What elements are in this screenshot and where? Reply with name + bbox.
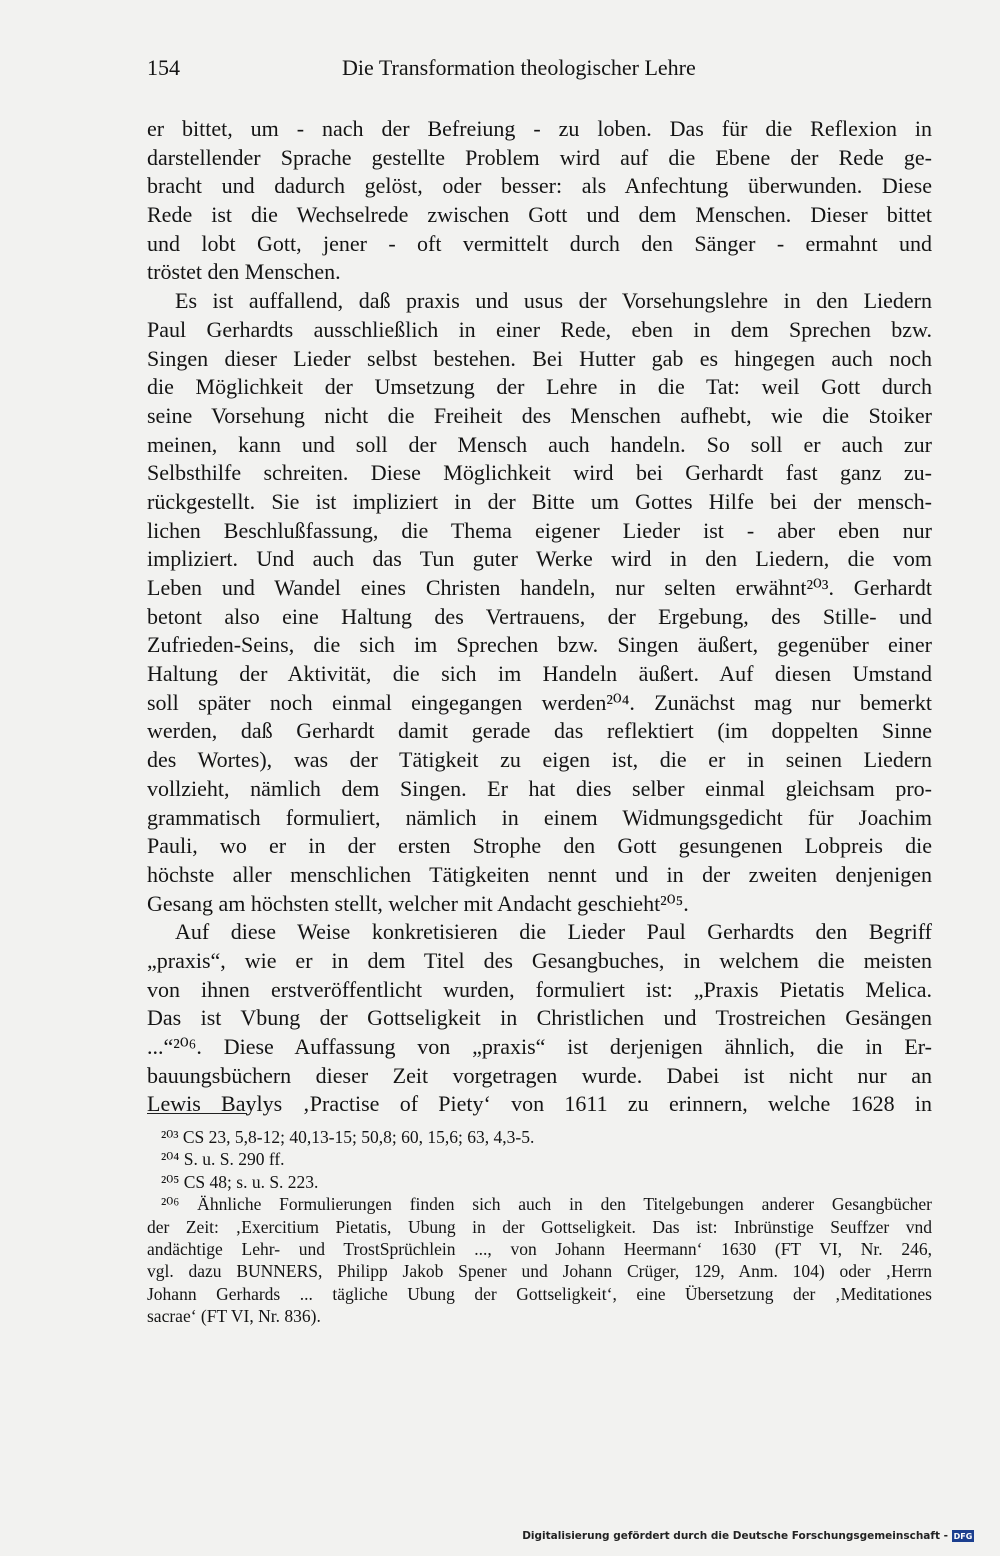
body-line: Das ist Vbung der Gottseligkeit in Christlichen und Trostreichen Gesängen — [147, 1005, 932, 1031]
footnote-line: ²⁰⁶ Ähnliche Formulierungen finden sich auch in den Titelgebungen anderer Gesangbücher — [161, 1194, 932, 1215]
running-title: Die Transformation theologischer Lehre — [342, 55, 696, 80]
footnote-line: sacrae‘ (FT VI, Nr. 836). — [147, 1306, 321, 1327]
body-line: bracht und dadurch gelöst, oder besser: als Anfechtung überwunden. Diese — [147, 173, 932, 199]
footnote-line: ²⁰³ CS 23, 5,8-12; 40,13-15; 50,8; 60, 15,6; 63, 4,3-5. — [161, 1127, 535, 1147]
body-line: darstellender Sprache gestellte Problem wird auf die Ebene der Rede ge- — [147, 144, 932, 170]
footnotes — [147, 1126, 932, 1328]
body-line: höchste aller menschlichen Tätigkeiten nennt und in der zweiten denjenigen — [147, 861, 932, 887]
page-header — [147, 55, 932, 89]
body-line: soll später noch einmal eingegangen werden²⁰⁴. Zunächst mag nur bemerkt — [147, 689, 932, 715]
body-line: „praxis“, wie er in dem Titel des Gesangbuches, in welchem die meisten — [147, 947, 932, 973]
body-line: rückgestellt. Sie ist impliziert in der Bitte um Gottes Hilfe bei der mensch- — [147, 488, 932, 514]
body-line: lichen Beschlußfassung, die Thema eigener Lieder ist - aber eben nur — [147, 517, 932, 543]
body-line: tröstet den Menschen. — [147, 259, 341, 285]
credit-text: Digitalisierung gefördert durch die Deutsche Forschungsgemeinschaft - — [522, 1530, 948, 1542]
body-line: werden, daß Gerhardt damit gerade das reflektiert (im doppelten Sinne — [147, 718, 932, 744]
body-line: von ihnen erstveröffentlicht wurden, formuliert ist: „Praxis Pietatis Melica. — [147, 976, 932, 1002]
body-line: Auf diese Weise konkretisieren die Lieder Paul Gerhardts den Begriff — [175, 919, 932, 945]
body-line: Selbsthilfe schreiten. Diese Möglichkeit wird bei Gerhardt fast ganz zu- — [147, 460, 932, 486]
body-line: Gesang am höchsten stellt, welcher mit Andacht geschieht²⁰⁵. — [147, 890, 689, 916]
dfg-logo-label: DFG — [953, 1532, 973, 1541]
body-line: Leben und Wandel eines Christen handeln, nur selten erwähnt²⁰³. Gerhardt — [147, 575, 932, 600]
body-line: betont also eine Haltung des Vertrauens, der Ergebung, des Stille- und — [147, 603, 932, 629]
footnote-line: ²⁰⁵ CS 48; s. u. S. 223. — [161, 1171, 319, 1192]
body-line: ...“²⁰⁶. Diese Auffassung von „praxis“ ist derjenigen ähnlich, die in Er- — [147, 1034, 932, 1059]
body-line: vollzieht, nämlich dem Singen. Er hat dies selber einmal gleichsam pro- — [147, 775, 932, 801]
body-line: grammatisch formuliert, nämlich in einem Widmungsgedicht für Joachim — [147, 804, 932, 830]
body-line: Lewis Baylys ‚Practise of Piety‘ von 1611 zu erinnern, welche 1628 in — [147, 1091, 932, 1117]
footnote-line: ²⁰⁴ S. u. S. 290 ff. — [161, 1149, 285, 1170]
footnote-line: vgl. dazu BUNNERS, Philipp Jakob Spener und Johann Crüger, 129, Anm. 104) oder ‚Herrn — [147, 1261, 932, 1282]
body-line: bauungsbüchern dieser Zeit vorgetragen wurde. Dabei ist nicht nur an — [147, 1062, 932, 1088]
footnote-line: der Zeit: ‚Exercitium Pietatis, Ubung in der Gottseligkeit. Das ist: Inbrünstige Seuffzer vnd — [147, 1216, 932, 1237]
digitization-credit — [522, 1530, 974, 1542]
body-line: und lobt Gott, jener - oft vermittelt durch den Sänger - ermahnt und — [147, 230, 932, 256]
body-line: seine Vorsehung nicht die Freiheit des Menschen aufhebt, wie die Stoiker — [147, 402, 932, 428]
body-line: Singen dieser Lieder selbst bestehen. Bei Hutter gab es hingegen auch noch — [147, 345, 932, 371]
body-text — [147, 115, 932, 1119]
body-line: impliziert. Und auch das Tun guter Werke wird in den Liedern, die vom — [147, 546, 932, 572]
body-line: die Möglichkeit der Umsetzung der Lehre in die Tat: weil Gott durch — [147, 374, 932, 400]
body-line: Rede ist die Wechselrede zwischen Gott und dem Menschen. Dieser bittet — [147, 202, 932, 228]
body-line: Es ist auffallend, daß praxis und usus der Vorsehungslehre in den Liedern — [175, 288, 932, 314]
footnote-line: andächtige Lehr- und TrostSprüchlein ..., von Johann Heermann‘ 1630 (FT VI, Nr. 246, — [147, 1238, 932, 1259]
body-line: Pauli, wo er in der ersten Strophe den Gott gesungenen Lobpreis die — [147, 833, 932, 859]
footnote-separator — [147, 1113, 247, 1114]
body-line: Zufrieden-Seins, die sich im Sprechen bzw. Singen äußert, gegenüber einer — [147, 632, 932, 658]
body-line: des Wortes), was der Tätigkeit zu eigen ist, die er in seinen Liedern — [147, 747, 932, 773]
body-line: Haltung der Aktivität, die sich im Handeln äußert. Auf diesen Umstand — [147, 661, 932, 687]
body-line: Paul Gerhardts ausschließlich in einer Rede, eben in dem Sprechen bzw. — [147, 316, 932, 342]
body-line: meinen, kann und soll der Mensch auch handeln. So soll er auch zur — [147, 431, 932, 457]
footnote-line: Johann Gerhards ... tägliche Ubung der Gottseligkeit‘, eine Übersetzung der ‚Meditationes — [147, 1283, 932, 1304]
page-number: 154 — [147, 55, 180, 80]
body-line: er bittet, um - nach der Befreiung - zu loben. Das für die Reflexion in — [147, 116, 932, 141]
dfg-logo-icon — [952, 1530, 974, 1542]
